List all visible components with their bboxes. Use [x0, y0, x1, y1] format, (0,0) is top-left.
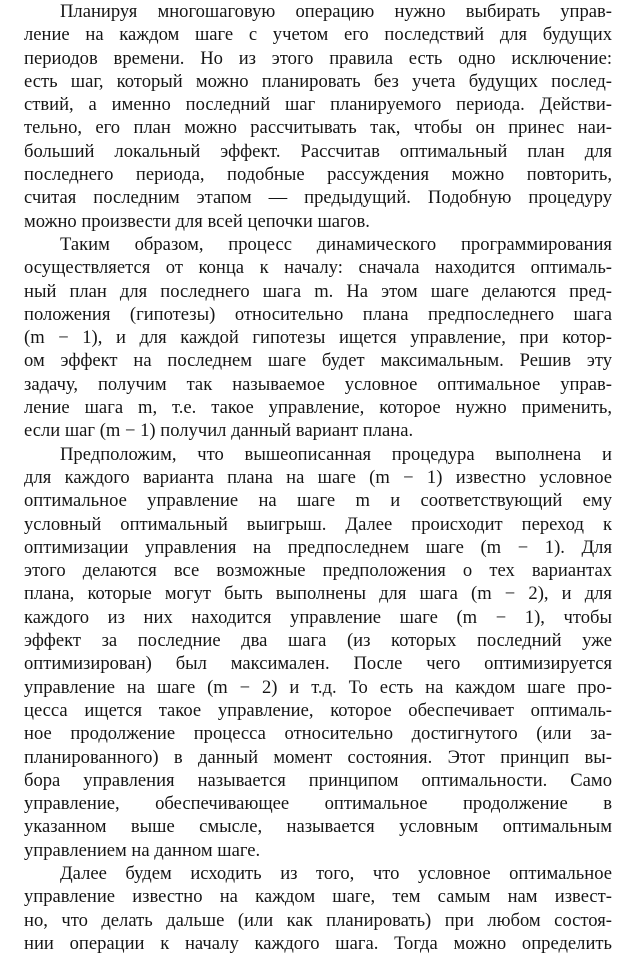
- text-line: ление на каждом шаге с учетом его последствий для будущих: [24, 24, 612, 46]
- text-line: нии операции к началу каждого шага. Тогда можно определить: [24, 932, 612, 954]
- text-line: управление на шаге (m − 2) и т.д. То есть на каждом шаге про-: [24, 676, 612, 698]
- text-line: задачу, получим так называемое условное оптимальное управ-: [24, 373, 612, 395]
- text-line: осуществляется от конца к началу: сначала находится оптималь-: [24, 257, 612, 279]
- text-line: Таким образом, процесс динамического программирования: [60, 233, 612, 255]
- text-line: периодов времени. Но из этого правила есть одно исключение:: [24, 47, 612, 69]
- text-line: этого делаются все возможные предположения о тех вариантах: [24, 560, 612, 582]
- text-line: (m − 1), и для каждой гипотезы ищется управление, при котор-: [24, 327, 612, 349]
- text-line: бора управления называется принципом оптимальности. Само: [24, 769, 612, 791]
- text-line: положения (гипотезы) относительно плана предпоследнего шага: [24, 303, 612, 325]
- text-line: каждого из них находится управление шаге (m − 1), чтобы: [24, 606, 612, 628]
- text-line: можно произвести для всей цепочки шагов.: [24, 210, 370, 232]
- document-page: [24, 0, 612, 955]
- text-line: есть шаг, который можно планировать без учета будущих послед-: [24, 70, 612, 92]
- paragraph: [24, 443, 612, 862]
- text-line: последнего периода, подобные рассуждения можно повторить,: [24, 164, 612, 186]
- paragraph: [24, 862, 612, 955]
- text-line: управление известно на каждом шаге, тем самым нам извест-: [24, 886, 612, 908]
- paragraph: [24, 233, 612, 443]
- text-line: цесса ищется такое управление, которое обеспечивает оптималь-: [24, 699, 612, 721]
- text-line: плана, которые могут быть выполнены для шага (m − 2), и для: [24, 583, 612, 605]
- text-line: оптимальное управление на шаге m и соответствующий ему: [24, 490, 612, 512]
- text-line: считая последним этапом — предыдущий. Подобную процедуру: [24, 187, 612, 209]
- text-line: ный план для последнего шага m. На этом шаге делаются пред-: [24, 280, 612, 302]
- text-line: Планируя многошаговую операцию нужно выбирать управ-: [60, 1, 612, 22]
- text-line: Предположим, что вышеописанная процедура выполнена и: [60, 443, 612, 465]
- text-line: планированного) в данный момент состояния. Этот принцип вы-: [24, 746, 612, 768]
- text-line: но, что делать дальше (или как планировать) при любом состоя-: [24, 909, 612, 931]
- text-line: больший локальный эффект. Рассчитав оптимальный план для: [24, 140, 612, 162]
- text-line: управление, обеспечивающее оптимальное продолжение в: [24, 793, 612, 815]
- text-line: если шаг (m − 1) получил данный вариант плана.: [24, 420, 414, 442]
- text-line: ом эффект на последнем шаге будет максимальным. Решив эту: [24, 350, 612, 372]
- text-line: оптимизирован) был максимален. После чего оптимизируется: [24, 653, 612, 675]
- text-line: для каждого варианта плана на шаге (m − 1) известно условное: [24, 466, 612, 488]
- text-line: Далее будем исходить из того, что условное оптимальное: [60, 862, 612, 884]
- text-line: указанном выше смысле, называется условным оптимальным: [24, 816, 612, 838]
- text-line: управлением на данном шаге.: [24, 839, 261, 861]
- text-line: ное продолжение процесса относительно достигнутого (или за-: [24, 723, 612, 745]
- text-line: ствий, а именно последний шаг планируемого периода. Действи-: [24, 94, 612, 116]
- text-line: тельно, его план можно рассчитывать так, чтобы он принес наи-: [24, 117, 612, 139]
- paragraph: [24, 0, 612, 233]
- text-body: [24, 0, 612, 955]
- text-line: ление шага m, т.е. такое управление, которое нужно применить,: [24, 397, 612, 419]
- text-line: эффект за последние два шага (из которых последний уже: [24, 630, 612, 652]
- text-line: оптимизации управления на предпоследнем шаге (m − 1). Для: [24, 536, 612, 558]
- text-line: условный оптимальный выигрыш. Далее происходит переход к: [24, 513, 612, 535]
